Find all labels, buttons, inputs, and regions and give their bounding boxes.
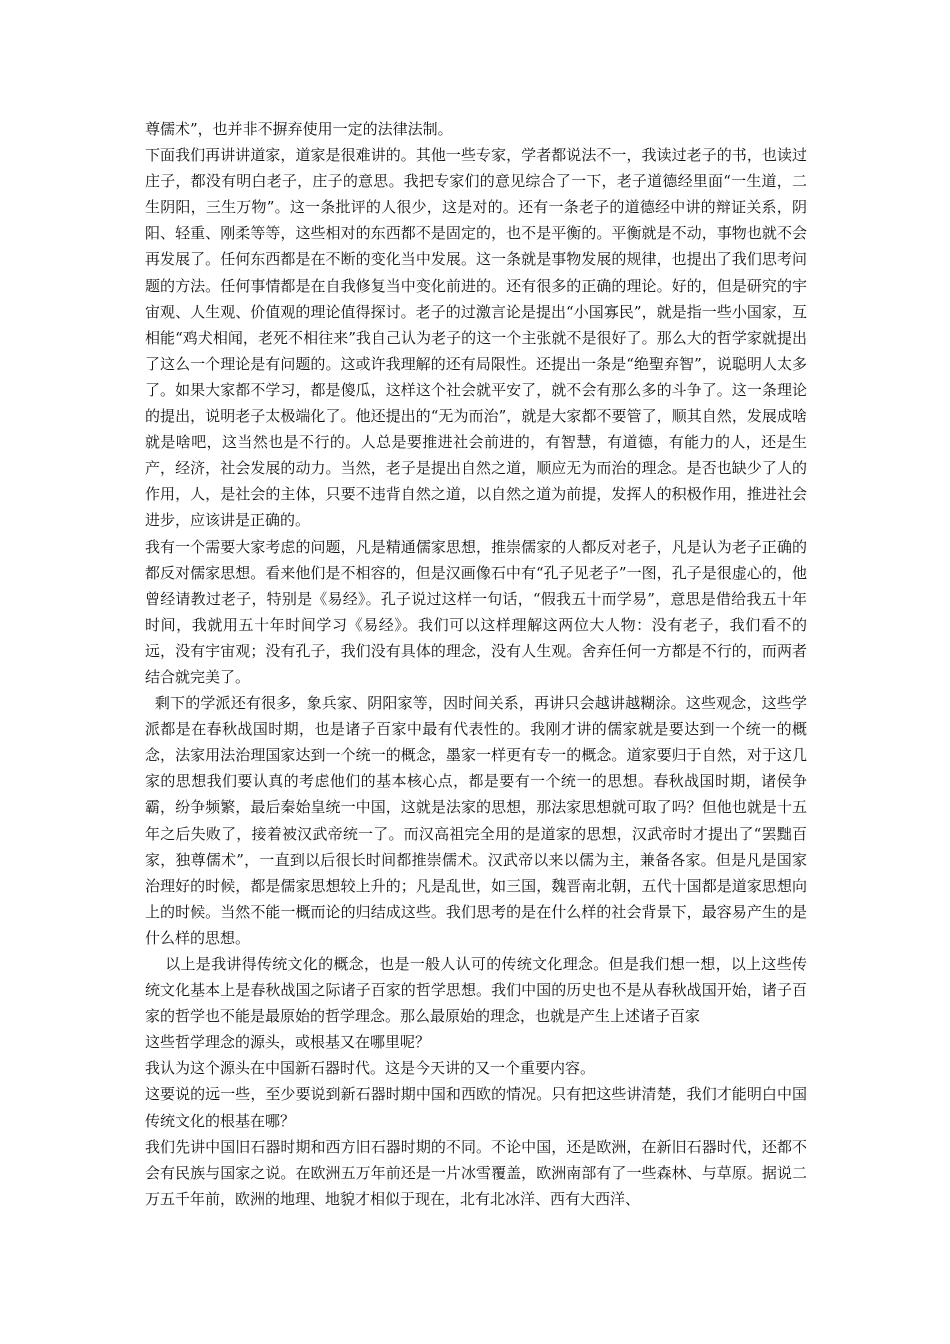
paragraph-1: 尊儒术”，也并非不摒弃使用一定的法律法制。	[145, 120, 453, 138]
paragraph-8: 这要说的远一些，至少要说到新石器时期中国和西欧的情况。只有把这些讲清楚，我们才能明白中国传统文化的根基在哪？	[145, 1085, 807, 1130]
document-body	[145, 116, 807, 1212]
paragraph-4: 剩下的学派还有很多，象兵家、阴阳家等，因时间关系，再讲只会越讲越糊涂。这些观念，这些学派都是在春秋战国时期，也是诸子百家中最有代表性的。我刚才讲的儒家就是要达到一个统一的概念，法家用法治理国家达到一个统一的概念，墨家一样更有专一的概念。道家要归于自然，对于这几家的思想我们要认真的考虑他们的基本核心点，都是要有一个统一的思想。春秋战国时期，诸侯争霸，纷争频繁，最后秦始皇统一中国，这就是法家的思想，那法家思想就可取了吗？但他也就是十五年之后失败了，接着被汉武帝统一了。而汉高祖完全用的是道家的思想，汉武帝时才提出了“罢黜百家，独尊儒术”，一直到以后很长时间都推崇儒术。汉武帝以来以儒为主，兼备各家。但是凡是国家治理好的时候，都是儒家思想较上升的；凡是乱世，如三国，魏晋南北朝，五代十国都是道家思想向上的时候。当然不能一概而论的归结成这些。我们思考的是在什么样的社会背景下，最容易产生的是什么样的思想。	[145, 694, 807, 947]
paragraph-7: 我认为这个源头在中国新石器时代。这是今天讲的又一个重要内容。	[145, 1059, 596, 1078]
paragraph-2: 下面我们再讲讲道家，道家是很难讲的。其他一些专家，学者都说法不一，我读过老子的书，也读过庄子，都没有明白老子，庄子的意思。我把专家们的意见综合了一下，老子道德经里面“一生道，二生阴阳，三生万物”。这一条批评的人很少，这是对的。还有一条老子的道德经中讲的辩证关系，阴阳、轻重、刚柔等等，这些相对的东西都不是固定的，也不是平衡的。平衡就是不动，事物也就不会再发展了。任何东西都是在不断的变化当中发展。这一条就是事物发展的规律，也提出了我们思考问题的方法。任何事情都是在自我修复当中变化前进的。还有很多的正确的理论。好的，但是研究的宇宙观、人生观、价值观的理论值得探讨。老子的过激言论是提出“小国寡民”，就是指一些小国家，互相能“鸡犬相闻，老死不相往来”我自己认为老子的这一个主张就不是很好了。那么大的哲学家就提出了这么一个理论是有问题的。这或许我理解的还有局限性。还提出一条是“绝聖弃智”，说聪明人太多了。如果大家都不学习，都是傻瓜，这样这个社会就平安了，就不会有那么多的斗争了。这一条理论的提出，说明老子太极端化了。他还提出的“无为而治”，就是大家都不要管了，顺其自然，发展成啥就是啥吧，这当然也是不行的。人总是要推进社会前进的，有智慧，有道德，有能力的人，还是生产，经济，社会发展的动力。当然，老子是提出自然之道，顺应无为而治的理念。是否也缺少了人的作用，人，是社会的主体，只要不违背自然之道，以自然之道为前提，发挥人的积极作用，推进社会进步，应该讲是正确的。	[145, 146, 807, 530]
paragraph-9: 我们先讲中国旧石器时期和西方旧石器时期的不同。不论中国，还是欧洲，在新旧石器时代，还都不会有民族与国家之说。在欧洲五万年前还是一片冰雪覆盖，欧洲南部有了一些森林、与草原。据说二万五千年前，欧洲的地理、地貌才相似于现在，北有北冰洋、西有大西洋、	[145, 1137, 807, 1208]
paragraph-5: 以上是我讲得传统文化的概念，也是一般人认可的传统文化理念。但是我们想一想，以上这些传统文化基本上是春秋战国之际诸子百家的哲学思想。我们中国的历史也不是从春秋战国开始，诸子百家的哲学也不能是最原始的哲学理念。那么最原始的理念，也就是产生上述诸子百家	[145, 955, 807, 1026]
paragraph-6: 这些哲学理念的源头，或根基又在哪里呢？	[145, 1033, 431, 1052]
paragraph-3: 我有一个需要大家考虑的问题，凡是精通儒家思想，推崇儒家的人都反对老子，凡是认为老子正确的都反对儒家思想。看来他们是不相容的，但是汉画像石中有“孔子见老子”一图，孔子是很虚心的，他曾经请教过老子，特别是《易经》。孔子说过这样一句话，“假我五十而学易”，意思是借给我五十年时间，我就用五十年时间学习《易经》。我们可以这样理解这两位大人物：没有老子，我们看不的远，没有宇宙观；没有孔子，我们没有具体的理念，没有人生观。舍弃任何一方都是不行的，而两者结合就完美了。	[145, 537, 807, 686]
